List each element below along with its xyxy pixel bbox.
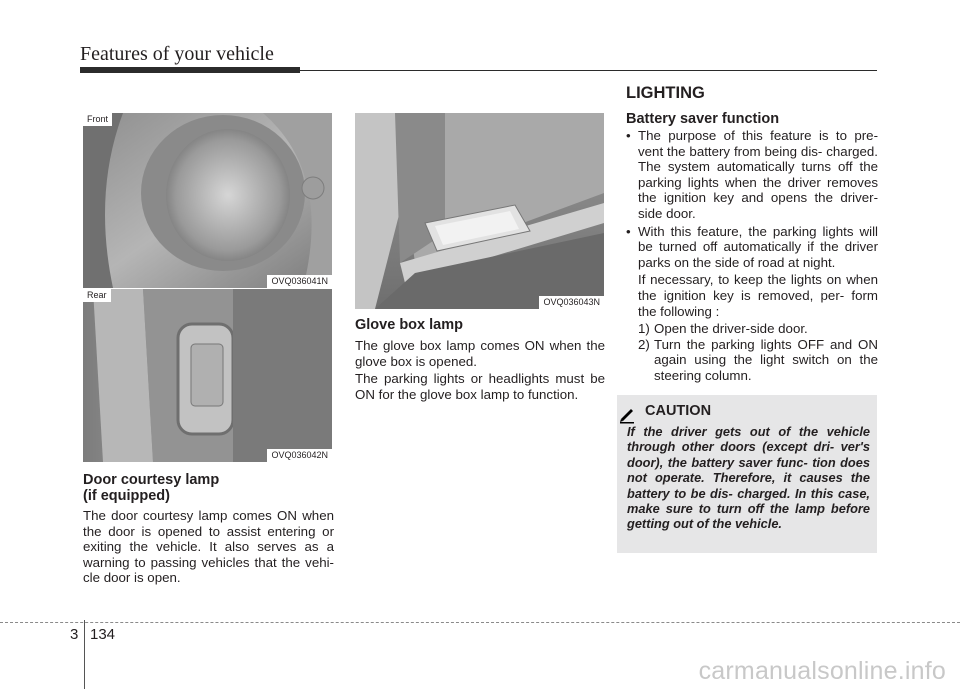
door-courtesy-heading-line2: (if equipped) xyxy=(83,488,170,504)
header-rule xyxy=(300,70,877,71)
rear-image-code: OVQ036042N xyxy=(267,449,332,462)
footer-rule xyxy=(0,622,960,623)
caution-pencil-icon xyxy=(617,404,637,424)
front-lamp-photo xyxy=(83,113,332,288)
glove-box-paragraph-2: The parking lights or headlights must be ON for the glove box lamp to function. xyxy=(355,371,605,402)
front-image-code: OVQ036041N xyxy=(267,275,332,288)
glove-box-heading: Glove box lamp xyxy=(355,317,463,333)
lighting-heading: LIGHTING xyxy=(626,84,705,102)
page-header-title: Features of your vehicle xyxy=(80,43,274,65)
step-1 xyxy=(626,321,878,337)
door-courtesy-paragraph: The door courtesy lamp comes ON when the door is opened to assist entering or exiting the vehicle. It also serves as a warning to passing vehicles that the vehi- cle door is open. xyxy=(83,508,334,586)
footer-divider xyxy=(84,620,85,689)
front-tag: Front xyxy=(83,113,112,126)
step-2 xyxy=(626,337,878,384)
step-1-text: Open the driver-side door. xyxy=(654,321,808,337)
battery-saver-heading: Battery saver function xyxy=(626,111,780,127)
bullet-item: • The purpose of this feature is to pre- vent the battery from being dis- charged. The system automatically turns off the parking lights when the driver removes the ignition key and opens the driver- side door. xyxy=(626,128,878,221)
bullet-2-text: With this feature, the parking lights will be turned off automatically if the driver parks on the side of road at night. xyxy=(638,223,878,270)
rear-tag: Rear xyxy=(83,289,111,302)
door-courtesy-heading-line1: Door courtesy lamp xyxy=(83,472,220,488)
glove-image-code: OVQ036043N xyxy=(539,296,604,309)
caution-title: CAUTION xyxy=(645,403,712,419)
step-2-number: 2) xyxy=(638,336,650,352)
glove-box-body xyxy=(355,338,605,404)
page-number: 134 xyxy=(90,626,116,643)
battery-saver-note: If necessary, to keep the lights on when the ignition key is removed, per- form the following : xyxy=(638,272,878,319)
step-2-text: Turn the parking lights OFF and ON again using the light switch on the steering column. xyxy=(654,336,878,383)
door-courtesy-heading xyxy=(83,472,333,504)
caution-body: If the driver gets out of the vehicle through other doors (except dri- ver's door), the battery saver func- tion does not operate. Therefore, it causes the battery to be dis- charged. In this case, make sure to turn off the lamp before getting out of the vehicle. xyxy=(627,424,870,532)
battery-saver-body xyxy=(626,128,878,384)
bullet-item: • With this feature, the parking lights will be turned off automatically if the driver parks on the side of road at night. xyxy=(626,223,878,270)
caution-box xyxy=(617,395,877,553)
watermark: carmanualsonline.info xyxy=(698,657,946,685)
battery-saver-list xyxy=(626,128,878,270)
bullet-1-text: The purpose of this feature is to pre- vent the battery from being dis- charged. The system automatically turns off the parking lights when the driver removes the ignition key and opens the driver- side door. xyxy=(638,128,878,221)
glove-box-paragraph-1: The glove box lamp comes ON when the glove box is opened. xyxy=(355,338,605,369)
door-courtesy-body xyxy=(83,508,334,588)
section-number: 3 xyxy=(70,626,79,643)
rear-lamp-photo xyxy=(83,289,332,462)
step-1-number: 1) xyxy=(638,321,650,337)
header-bar xyxy=(80,67,300,73)
glove-box-lamp-photo xyxy=(355,113,604,309)
